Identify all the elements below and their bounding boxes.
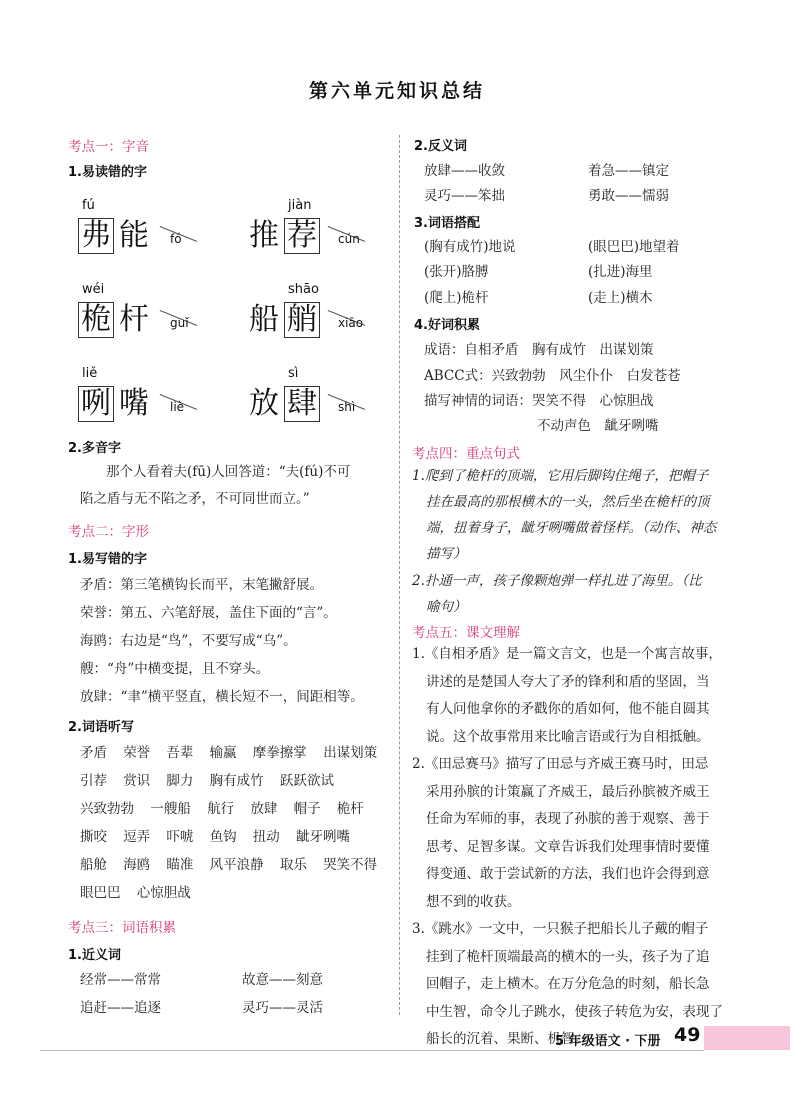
- vocab-word: 跃跃欲试: [280, 773, 334, 789]
- vocab-word: 眼巴巴: [80, 885, 121, 901]
- boxed-character: 桅: [81, 302, 111, 337]
- pinyin-label: sì: [288, 366, 299, 381]
- synonym: 灵巧——灵活: [242, 1000, 323, 1016]
- vocab-word: 帽子: [293, 801, 321, 817]
- plain-character: 杆: [119, 302, 149, 337]
- antonym: 灵巧——笨拙: [424, 188, 505, 204]
- sentence-line: 描写）: [426, 546, 467, 562]
- vocab-word: 摩拳擦掌: [252, 745, 307, 761]
- section-head-3: 考点三：词语积累: [68, 920, 176, 936]
- pinyin-label: wéi: [82, 282, 105, 297]
- good-words: ABCC式：兴致勃勃 风尘仆仆 白发苍苍: [424, 368, 681, 384]
- vocab-word: 引荐: [80, 773, 107, 789]
- page-title: 第六单元知识总结: [308, 80, 485, 102]
- sub-head: 4.好词积累: [414, 318, 480, 333]
- paragraph-line: 有人问他拿你的矛戳你的盾如何，他不能自圆其: [426, 701, 710, 717]
- vocab-word: 船舱: [80, 857, 107, 873]
- sentence-line: 1.爬到了桅杆的顶端，它用后脚钩住绳子，把帽子: [412, 468, 709, 484]
- footer-color-bar: [704, 1026, 790, 1050]
- pinyin-char-pair: [246, 366, 386, 436]
- wrong-pinyin-label: xiāo: [338, 316, 364, 330]
- vocab-word: 吾辈: [166, 745, 194, 761]
- sentence-line: 喻句）: [426, 599, 467, 615]
- collocation: (眼巴巴)地望着: [588, 239, 680, 255]
- column-divider: [399, 135, 400, 1015]
- collocation: (胸有成竹)地说: [424, 239, 516, 255]
- collocation: (张开)胳膊: [424, 264, 489, 280]
- wrong-pinyin-label: liè: [170, 400, 185, 414]
- sub-head: 2.反义词: [414, 139, 467, 154]
- vocab-word: 瞄准: [166, 857, 194, 873]
- good-words: 成语：自相矛盾 胸有成竹 出谋划策: [424, 342, 654, 358]
- section-head-2: 考点二：字形: [68, 524, 149, 540]
- pinyin-char-pair: [246, 282, 386, 352]
- sub-head: 3.词语搭配: [414, 216, 480, 231]
- vocab-word: 输赢: [209, 745, 237, 761]
- collocation: (扎进)海里: [588, 264, 653, 280]
- section-head-4: 考点四：重点句式: [412, 446, 520, 462]
- vocab-word: 一艘船: [150, 801, 191, 817]
- paragraph-line: 中生智，命令儿子跳水，使孩子转危为安，表现了: [426, 1003, 723, 1020]
- wrong-pinyin-label: shì: [338, 400, 356, 414]
- boxed-character: 咧: [81, 386, 111, 421]
- vocab-word: 扭动: [252, 829, 280, 845]
- paragraph-line: 想不到的收获。: [426, 893, 521, 910]
- pinyin-char-pair: [246, 198, 386, 268]
- vocab-word: 脚力: [166, 773, 194, 789]
- plain-character: 船: [249, 302, 279, 337]
- sentence-1: [412, 463, 716, 567]
- paragraph-line: 2.《田忌赛马》描写了田忌与齐威王赛马时，田忌: [412, 756, 709, 772]
- page-number: 49: [674, 1024, 701, 1046]
- list-item: 海鸥：右边是“鸟”，不要写成“乌”。: [80, 633, 297, 649]
- paragraph-2: [412, 751, 710, 916]
- section-head-1: 考点一：字音: [68, 139, 149, 155]
- plain-character: 能: [119, 218, 149, 253]
- pinyin-label: liě: [82, 366, 98, 381]
- vocab-word: 鱼钩: [209, 829, 237, 845]
- paragraph-1: [412, 641, 722, 751]
- paragraph-line: 陷之盾与无不陷之矛，不可同世而立。”: [80, 491, 310, 507]
- pinyin-char-pair: [78, 198, 218, 268]
- paragraph-line: 任命为军师的事，表现了孙膑的善于观察、善于: [426, 811, 710, 827]
- list-item: 矛盾：第三笔横钩长而平，末笔撇舒展。: [80, 577, 323, 593]
- paragraph-line: 讲述的是楚国人夸大了矛的锋利和盾的坚固，当: [426, 673, 710, 690]
- plain-character: 放: [249, 386, 279, 421]
- sub-head: 2.多音字: [68, 441, 121, 456]
- antonym: 勇敢——懦弱: [588, 188, 669, 204]
- boxed-character: 艄: [287, 302, 317, 337]
- vocab-word: 逗弄: [123, 829, 151, 845]
- vocab-word: 桅杆: [336, 801, 364, 817]
- vocab-word: 放肆: [250, 801, 278, 817]
- boxed-character: 肆: [287, 386, 317, 421]
- footer-rule: [40, 1050, 704, 1051]
- vocab-word: 矛盾: [80, 745, 107, 761]
- synonym: 追赶——追逐: [80, 1000, 161, 1016]
- sentence-line: 端，扭着身子，龇牙咧嘴做着怪样。（动作、神态: [426, 520, 717, 536]
- sub-head: 1.易读错的字: [68, 165, 147, 180]
- paragraph-line: 那个人看着夫(fū)人回答道：“夫(fú)不可: [106, 464, 351, 480]
- vocab-word: 龇牙咧嘴: [296, 829, 350, 845]
- boxed-character: 弗: [81, 218, 111, 253]
- paragraph-line: 3.《跳水》一文中，一只猴子把船长儿子戴的帽子: [412, 921, 709, 937]
- paragraph-line: 回帽子，走上横木。在万分危急的时刻，船长急: [426, 976, 710, 992]
- vocab-word: 荣誉: [123, 745, 151, 761]
- good-words: 不动声色 龇牙咧嘴: [537, 418, 659, 434]
- antonym: 着急——镇定: [588, 163, 669, 179]
- paragraph-line: 1.《自相矛盾》是一篇文言文，也是一个寓言故事，: [412, 646, 722, 662]
- pinyin-label: shāo: [288, 282, 319, 297]
- paragraph-line: 思考、足智多谋。文章告诉我们处理事情时要懂: [426, 838, 710, 855]
- list-item: 放肆：“聿”横平竖直，横长短不一，间距相等。: [80, 689, 364, 705]
- sentence-line: 2.扑通一声，孩子像颗炮弹一样扎进了海里。（比: [412, 573, 702, 589]
- vocab-word: 赏识: [123, 773, 151, 789]
- sentence-line: 挂在最高的那根横木的一头，然后坐在桅杆的顶: [426, 494, 710, 510]
- plain-character: 推: [249, 218, 279, 253]
- plain-character: 嘴: [119, 386, 149, 421]
- synonym: 经常——常常: [80, 972, 161, 988]
- wrong-pinyin-label: fó: [170, 232, 182, 246]
- sub-head: 2.词语听写: [68, 720, 134, 735]
- paragraph-line: 说。这个故事常用来比喻言语或行为自相抵触。: [426, 728, 710, 745]
- footer-grade: 5 年级语文 · 下册: [555, 1034, 661, 1049]
- list-item: 荣誉：第五、六笔舒展，盖住下面的“言”。: [80, 605, 337, 621]
- good-words: 描写神情的词语：哭笑不得 心惊胆战: [424, 393, 654, 409]
- pinyin-label: jiàn: [288, 198, 312, 213]
- paragraph-line: 挂到了桅杆顶端最高的横木的一头，孩子为了追: [426, 948, 710, 965]
- vocab-word: 取乐: [280, 857, 307, 873]
- vocab-word: 风平浪静: [209, 857, 264, 873]
- antonym: 放肆——收敛: [424, 163, 505, 179]
- pinyin-char-pair: [78, 282, 218, 352]
- paragraph-line: 得变通、敢于尝试新的方法，我们也许会得到意: [426, 866, 710, 882]
- section-head-5: 考点五：课文理解: [412, 625, 520, 641]
- list-item: 艘：“舟”中横变提，且不穿头。: [80, 661, 270, 677]
- vocab-word: 航行: [207, 801, 235, 817]
- vocab-word: 吓唬: [166, 829, 194, 845]
- synonym: 故意——刻意: [242, 972, 323, 988]
- vocab-word: 胸有成竹: [209, 773, 264, 789]
- vocab-word: 出谋划策: [323, 745, 378, 761]
- vocab-word: 兴致勃勃: [80, 801, 134, 817]
- sentence-2: [412, 568, 702, 620]
- vocab-word: 哭笑不得: [323, 857, 378, 873]
- vocab-word: 海鸥: [123, 857, 151, 873]
- paragraph-line: 船长的沉着、果断、机智。: [426, 1031, 588, 1047]
- collocation: (爬上)桅杆: [424, 290, 489, 306]
- boxed-character: 荐: [287, 218, 317, 253]
- collocation: (走上)横木: [588, 290, 653, 306]
- wrong-pinyin-label: guǐ: [170, 316, 189, 330]
- vocab-word: 撕咬: [80, 829, 107, 845]
- paragraph-line: 采用孙膑的计策赢了齐威王，最后孙膑被齐威王: [426, 783, 710, 800]
- wrong-pinyin-label: cún: [338, 232, 360, 246]
- pinyin-char-pair: [78, 366, 218, 436]
- vocab-word: 心惊胆战: [136, 885, 191, 901]
- pinyin-label: fú: [82, 198, 95, 213]
- sub-head: 1.近义词: [68, 948, 121, 963]
- sub-head: 1.易写错的字: [68, 552, 147, 567]
